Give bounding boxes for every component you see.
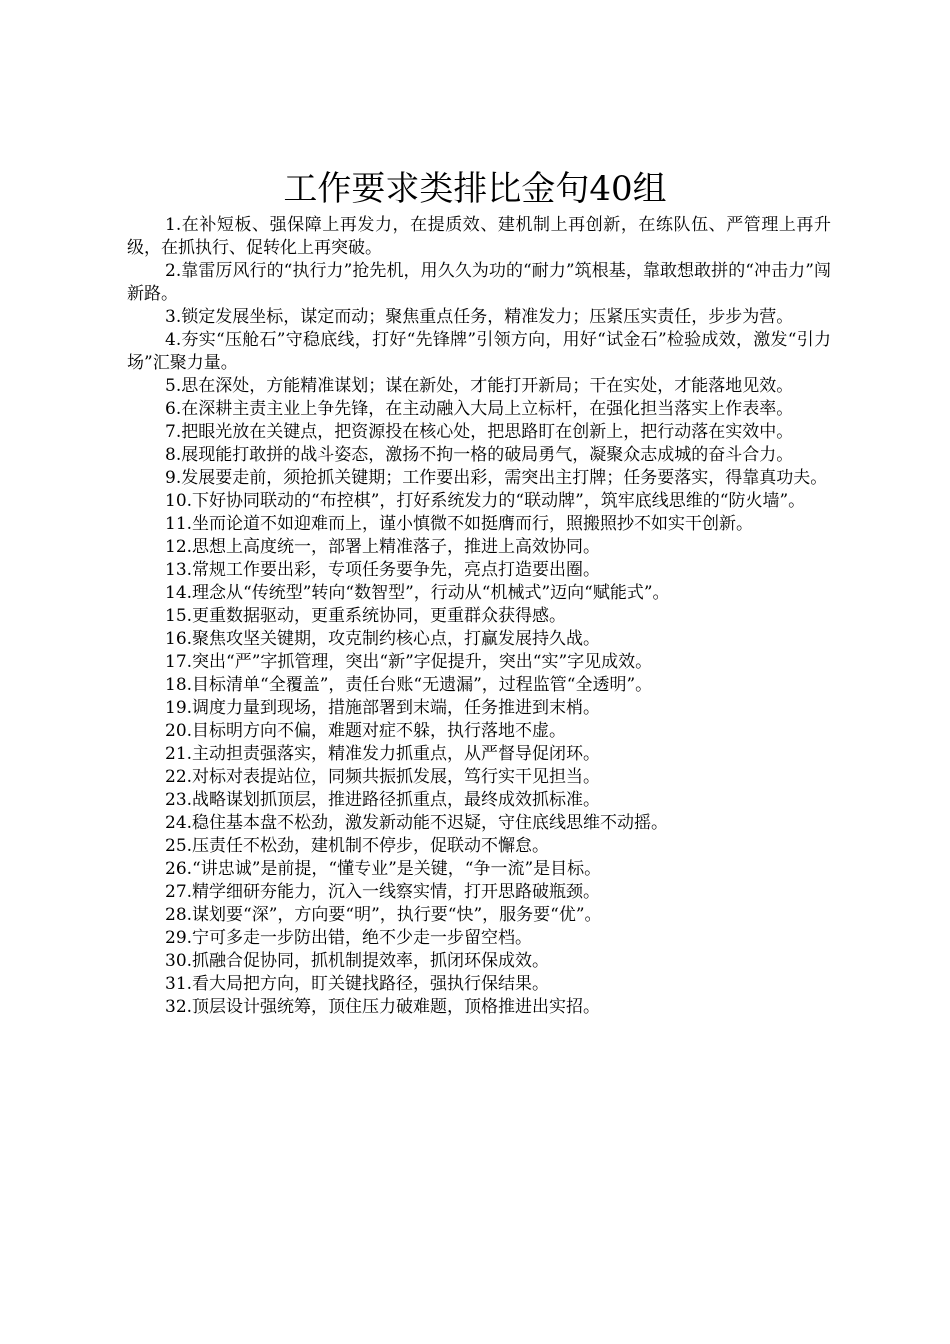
paragraph-item: 24.稳住基本盘不松劲，激发新动能不迟疑，守住底线思维不动摇。 bbox=[165, 813, 669, 833]
paragraph-item: 20.目标明方向不偏，难题对症不躲，执行落地不虚。 bbox=[165, 721, 567, 741]
paragraph-item: 8.展现能打敢拼的战斗姿态，激扬不拘一格的破局勇气，凝聚众志成城的奋斗合力。 bbox=[165, 445, 794, 465]
paragraph-item: 18.目标清单“全覆盖”，责任台账“无遗漏”，过程监管“全透明”。 bbox=[165, 675, 653, 695]
paragraph-item: 14.理念从“传统型”转向“数智型”，行动从“机械式”迈向“赋能式”。 bbox=[165, 583, 670, 603]
paragraph-item: 26.“讲忠诚”是前提，“懂专业”是关键，“争一流”是目标。 bbox=[165, 859, 602, 879]
paragraph-item: 22.对标对表提站位，同频共振抓发展，笃行实干见担当。 bbox=[165, 767, 601, 787]
paragraph-item: 12.思想上高度统一，部署上精准落子，推进上高效协同。 bbox=[165, 537, 601, 557]
paragraph-item: 10.下好协同联动的“布控棋”，打好系统发力的“联动牌”，筑牢底线思维的“防火墙”。 bbox=[165, 491, 806, 511]
paragraph-item: 11.坐而论道不如迎难而上，谨小慎微不如挺膺而行，照搬照抄不如实干创新。 bbox=[165, 514, 754, 534]
paragraph-item: 4.夯实“压舱石”守稳底线，打好“先锋牌”引领方向，用好“试金石”检验成效，激发“引力场”汇聚力量。 bbox=[127, 330, 831, 373]
paragraph-item: 3.锁定发展坐标，谋定而动；聚焦重点任务，精准发力；压紧压实责任，步步为营。 bbox=[165, 307, 794, 327]
paragraph-item: 32.顶层设计强统筹，顶住压力破难题，顶格推进出实招。 bbox=[165, 997, 601, 1017]
paragraph-item: 25.压责任不松劲，建机制不停步，促联动不懈怠。 bbox=[165, 836, 550, 856]
paragraph-item: 1.在补短板、强保障上再发力，在提质效、建机制上再创新，在练队伍、严管理上再升级，在抓执行、促转化上再突破。 bbox=[127, 215, 831, 258]
paragraph-item: 31.看大局把方向，盯关键找路径，强执行保结果。 bbox=[165, 974, 550, 994]
page-title: 工作要求类排比金句40组 bbox=[283, 169, 667, 209]
document-body bbox=[127, 214, 831, 1019]
paragraph-item: 27.精学细研夯能力，沉入一线察实情，打开思路破瓶颈。 bbox=[165, 882, 601, 902]
paragraph-item: 15.更重数据驱动，更重系统协同，更重群众获得感。 bbox=[165, 606, 567, 626]
paragraph-item: 30.抓融合促协同，抓机制提效率，抓闭环保成效。 bbox=[165, 951, 550, 971]
paragraph-item: 13.常规工作要出彩，专项任务要争先，亮点打造要出圈。 bbox=[165, 560, 601, 580]
paragraph-item: 23.战略谋划抓顶层，推进路径抓重点，最终成效抓标准。 bbox=[165, 790, 601, 810]
paragraph-item: 17.突出“严”字抓管理，突出“新”字促提升，突出“实”字见成效。 bbox=[165, 652, 653, 672]
paragraph-item: 5.思在深处，方能精准谋划；谋在新处，才能打开新局；干在实处，才能落地见效。 bbox=[165, 376, 794, 396]
paragraph-item: 28.谋划要“深”，方向要“明”，执行要“快”，服务要“优”。 bbox=[165, 905, 602, 925]
paragraph-item: 2.靠雷厉风行的“执行力”抢先机，用久久为功的“耐力”筑根基，靠敢想敢拼的“冲击力”闯新路。 bbox=[127, 261, 831, 304]
paragraph-item: 19.调度力量到现场，措施部署到末端，任务推进到末梢。 bbox=[165, 698, 601, 718]
paragraph-item: 6.在深耕主责主业上争先锋，在主动融入大局上立标杆，在强化担当落实上作表率。 bbox=[165, 399, 794, 419]
paragraph-item: 21.主动担责强落实，精准发力抓重点，从严督导促闭环。 bbox=[165, 744, 601, 764]
paragraph-item: 16.聚焦攻坚关键期，攻克制约核心点，打赢发展持久战。 bbox=[165, 629, 601, 649]
paragraph-item: 7.把眼光放在关键点，把资源投在核心处，把思路盯在创新上，把行动落在实效中。 bbox=[165, 422, 794, 442]
paragraph-item: 29.宁可多走一步防出错，绝不少走一步留空档。 bbox=[165, 928, 533, 948]
paragraph-item: 9.发展要走前，须抢抓关键期；工作要出彩，需突出主打牌；任务要落实，得靠真功夫。 bbox=[165, 468, 828, 488]
